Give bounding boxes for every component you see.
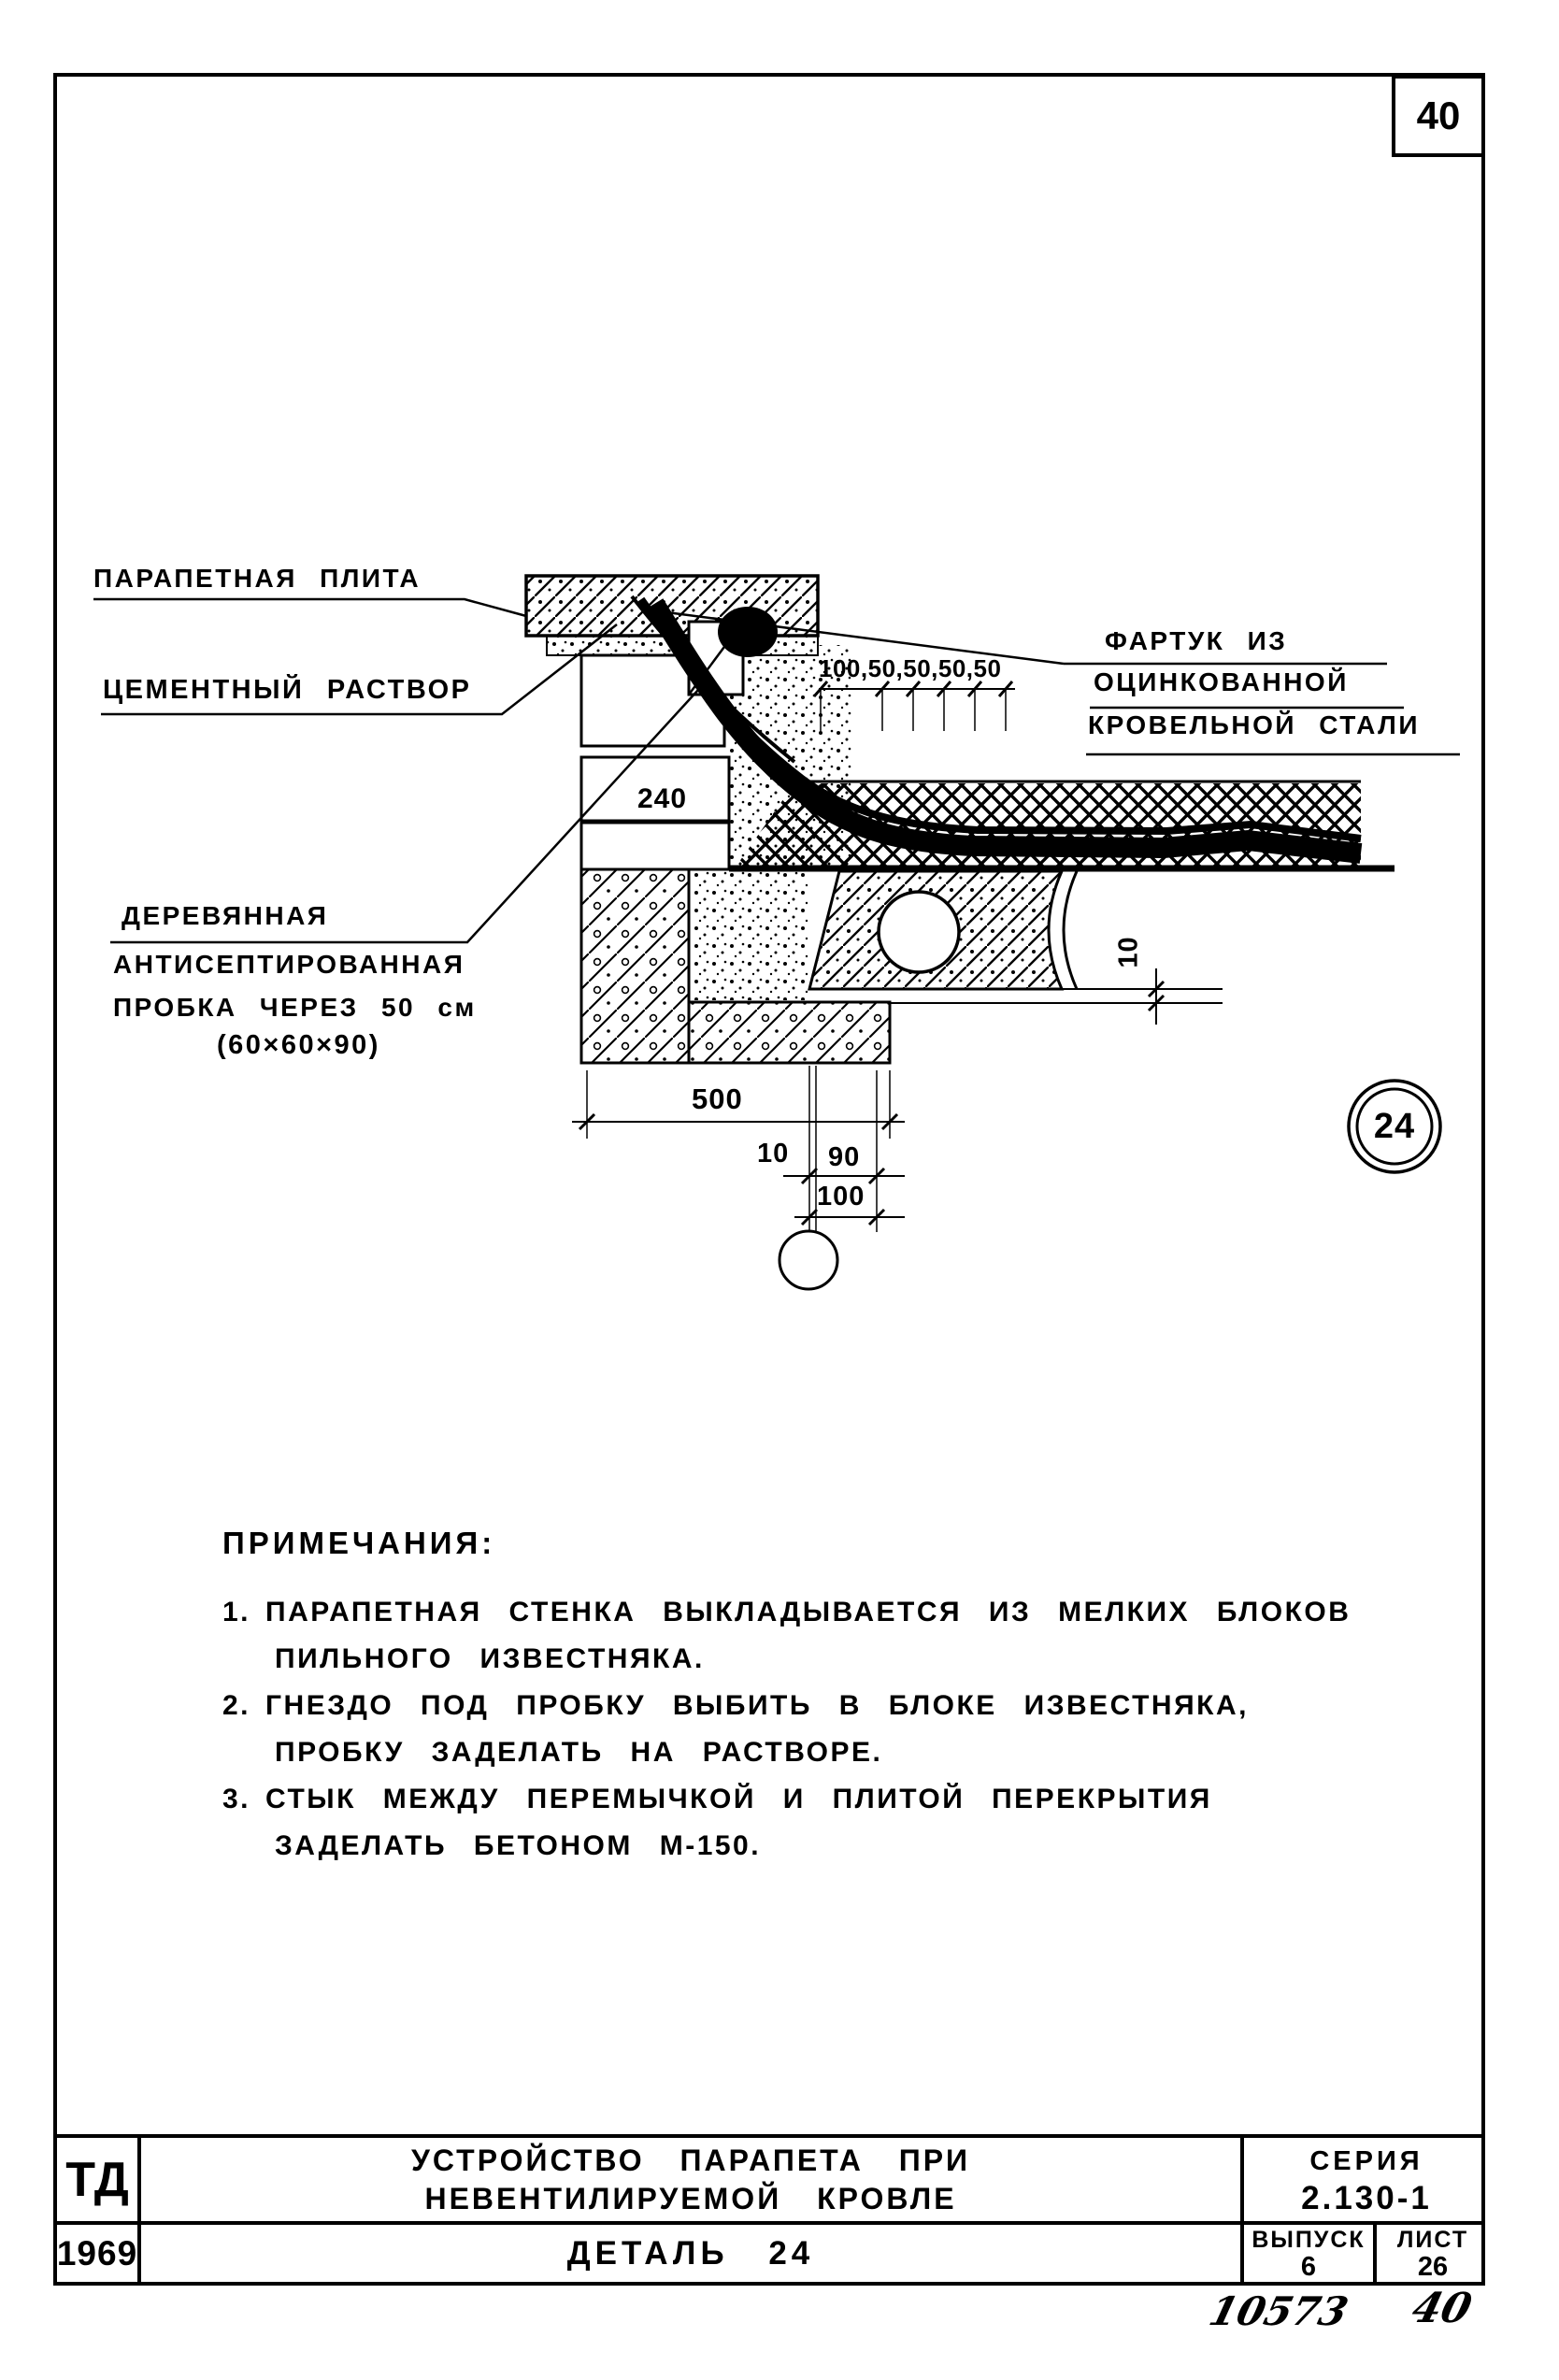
series-cell (1244, 2138, 1489, 2221)
note-number: 1. (222, 1597, 251, 1627)
dimension-90: 90 (828, 1142, 861, 1172)
concrete-fill-lower-shape (692, 871, 809, 1000)
note-text: ГНЕЗДО ПОД ПРОБКУ ВЫБИТЬ В БЛОКЕ ИЗВЕСТНЯКА, ПРОБКУ ЗАДЕЛАТЬ НА РАСТВОРЕ. (265, 1690, 1249, 1768)
year-cell: 1969 (56, 2233, 138, 2272)
apron-label-line1: ФАРТУК ИЗ (1105, 626, 1288, 655)
sheet-label: ЛИСТ (1396, 2226, 1469, 2253)
issue-cell (1244, 2225, 1373, 2282)
apron-label-line2: ОЦИНКОВАННОЙ (1094, 667, 1349, 696)
handwritten-stamp-left: 10573 (1204, 2288, 1353, 2334)
note-item-2 (222, 1683, 1377, 1776)
drawing-title-line2: НЕВЕНТИЛИРУЕМОЙ КРОВЛЕ (424, 2181, 957, 2215)
parapet-slab-label: ПАРАПЕТНАЯ ПЛИТА (93, 564, 422, 593)
wooden-plug-label-line2: АНТИСЕПТИРОВАННАЯ (113, 950, 465, 979)
note-item-1 (222, 1589, 1377, 1683)
note-text: ПАРАПЕТНАЯ СТЕНКА ВЫКЛАДЫВАЕТСЯ ИЗ МЕЛКИХ БЛОКОВ ПИЛЬНОГО ИЗВЕСТНЯКА. (265, 1597, 1352, 1674)
notes-heading: ПРИМЕЧАНИЯ: (222, 1526, 496, 1560)
dimension-gap-10: 10 (1113, 936, 1144, 968)
dimension-10: 10 (757, 1139, 790, 1168)
wooden-plug-label-line4: (60×60×90) (217, 1030, 380, 1060)
dimension-500: 500 (692, 1082, 743, 1115)
handwritten-stamp-right: 40 (1407, 2285, 1477, 2332)
apron-label-line3: КРОВЕЛЬНОЙ СТАЛИ (1088, 710, 1420, 739)
sheet-cell (1377, 2225, 1489, 2282)
series-value: 2.130-1 (1301, 2179, 1432, 2216)
sheet-value: 26 (1417, 2251, 1449, 2282)
page-number: 40 (1416, 93, 1461, 137)
limestone-course-shape (689, 1002, 890, 1063)
detail-label-cell: ДЕТАЛЬ 24 (566, 2234, 815, 2272)
issue-value: 6 (1300, 2251, 1317, 2282)
title-block (53, 2134, 1485, 2286)
dimension-top-row: 100,50,50,50,50 (819, 654, 1002, 682)
drawing-title-line1: УСТРОЙСТВО ПАРАПЕТА ПРИ (410, 2143, 971, 2177)
drawing-title (141, 2138, 1240, 2221)
note-text: СТЫК МЕЖДУ ПЕРЕМЫЧКОЙ И ПЛИТОЙ ПЕРЕКРЫТИЯ ЗАДЕЛАТЬ БЕТОНОМ М-150. (265, 1784, 1212, 1861)
floor-slab-shape (809, 871, 1077, 989)
issue-label: ВЫПУСК (1251, 2226, 1366, 2253)
org-logo: ТД (65, 2152, 129, 2207)
note-item-3 (222, 1776, 1377, 1870)
dimension-100: 100 (817, 1182, 865, 1212)
notes-list (222, 1589, 1377, 1870)
seal-blob-shape (718, 607, 778, 657)
note-number: 3. (222, 1784, 251, 1814)
dimension-240: 240 (637, 783, 688, 814)
note-number: 2. (222, 1690, 251, 1721)
wooden-plug-label-line3: ПРОБКА ЧЕРЕЗ 50 см (113, 993, 477, 1022)
wooden-plug-label-line1: ДЕРЕВЯННАЯ (122, 901, 329, 930)
limestone-block-shape (581, 869, 689, 1063)
series-label: СЕРИЯ (1309, 2145, 1423, 2176)
detail-circle-number: 24 (1373, 1107, 1416, 1146)
cement-mortar-label: ЦЕМЕНТНЫЙ РАСТВОР (103, 675, 472, 705)
